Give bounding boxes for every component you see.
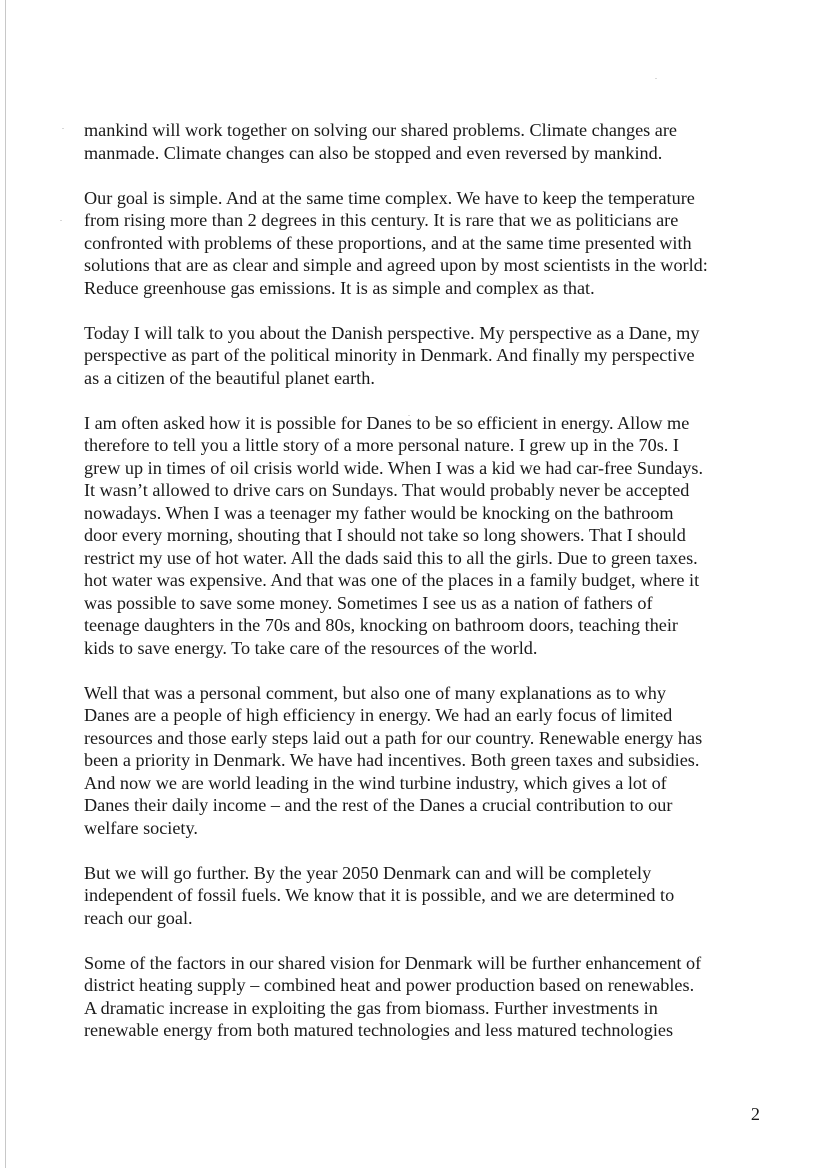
text-line: manmade. Climate changes can also be stopped and even reversed by mankind. <box>84 142 663 163</box>
text-line: independent of fossil fuels. We know that it is possible, and we are determined to <box>84 885 675 905</box>
text-line: A dramatic increase in exploiting the gas from biomass. Further investments in <box>84 997 658 1018</box>
paragraph <box>84 187 764 300</box>
text-line: Well that was a personal comment, but also one of many explanations as to why <box>84 682 666 703</box>
document-body <box>84 119 764 1064</box>
text-line: was possible to save some money. Sometimes I see us as a nation of fathers of <box>84 592 653 613</box>
text-line: from rising more than 2 degrees in this century. It is rare that we as politicians are <box>84 210 679 230</box>
text-line: welfare society. <box>84 817 198 838</box>
text-line: perspective as part of the political minority in Denmark. And finally my perspective <box>84 345 695 365</box>
paragraph <box>84 952 764 1042</box>
text-line: Danes are a people of high efficiency in energy. We had an early focus of limited <box>84 705 673 725</box>
text-line: It wasn’t allowed to drive cars on Sundays. That would probably never be accepted <box>84 480 690 500</box>
text-line: renewable energy from both matured technologies and less matured technologies <box>84 1020 674 1040</box>
text-line: Danes their daily income – and the rest of the Danes a crucial contribution to our <box>84 795 673 815</box>
page-number: 2 <box>750 1104 760 1124</box>
scan-speck <box>62 128 64 129</box>
scan-speck <box>60 220 62 221</box>
text-line: nowadays. When I was a teenager my father would be knocking on the bathroom <box>84 502 674 523</box>
text-line: kids to save energy. To take care of the resources of the world. <box>84 637 538 658</box>
text-line: hot water was expensive. And that was one of the places in a family budget, where it <box>84 570 700 590</box>
paragraph <box>84 119 764 164</box>
text-line: door every morning, shouting that I should not take so long showers. That I should <box>84 525 686 545</box>
text-line: grew up in times of oil crisis world wide. When I was a kid we had car-free Sundays. <box>84 457 704 478</box>
text-line: Today I will talk to you about the Danish perspective. My perspective as a Dane, my <box>84 322 700 343</box>
text-line: teenage daughters in the 70s and 80s, knocking on bathroom doors, teaching their <box>84 615 678 635</box>
text-line: Some of the factors in our shared vision for Denmark will be further enhancement of <box>84 952 702 973</box>
text-line: reach our goal. <box>84 907 193 928</box>
paragraph <box>84 412 764 660</box>
text-line: confronted with problems of these proportions, and at the same time presented with <box>84 232 692 253</box>
text-line: therefore to tell you a little story of a more personal nature. I grew up in the 70s. I <box>84 435 679 455</box>
text-line: been a priority in Denmark. We have had incentives. Both green taxes and subsidies. <box>84 750 700 770</box>
text-line: district heating supply – combined heat and power production based on renewables. <box>84 975 695 995</box>
text-line: Our goal is simple. And at the same time complex. We have to keep the temperature <box>84 187 695 208</box>
text-line: as a citizen of the beautiful planet earth. <box>84 367 375 388</box>
text-line: And now we are world leading in the wind turbine industry, which gives a lot of <box>84 772 667 793</box>
text-line: restrict my use of hot water. All the dads said this to all the girls. Due to green taxes. <box>84 547 698 568</box>
text-line: solutions that are as clear and simple and agreed upon by most scientists in the world: <box>84 255 708 275</box>
page-left-edge <box>5 0 6 1168</box>
text-line: resources and those early steps laid out a path for our country. Renewable energy has <box>84 727 703 748</box>
text-line: But we will go further. By the year 2050 Denmark can and will be completely <box>84 862 652 883</box>
text-line: I am often asked how it is possible for Danes to be so efficient in energy. Allow me <box>84 412 690 433</box>
text-line: Reduce greenhouse gas emissions. It is as simple and complex as that. <box>84 277 595 298</box>
scan-speck <box>655 78 657 79</box>
text-line: mankind will work together on solving our shared problems. Climate changes are <box>84 120 677 140</box>
paragraph <box>84 862 764 930</box>
paragraph <box>84 322 764 390</box>
paragraph <box>84 682 764 840</box>
